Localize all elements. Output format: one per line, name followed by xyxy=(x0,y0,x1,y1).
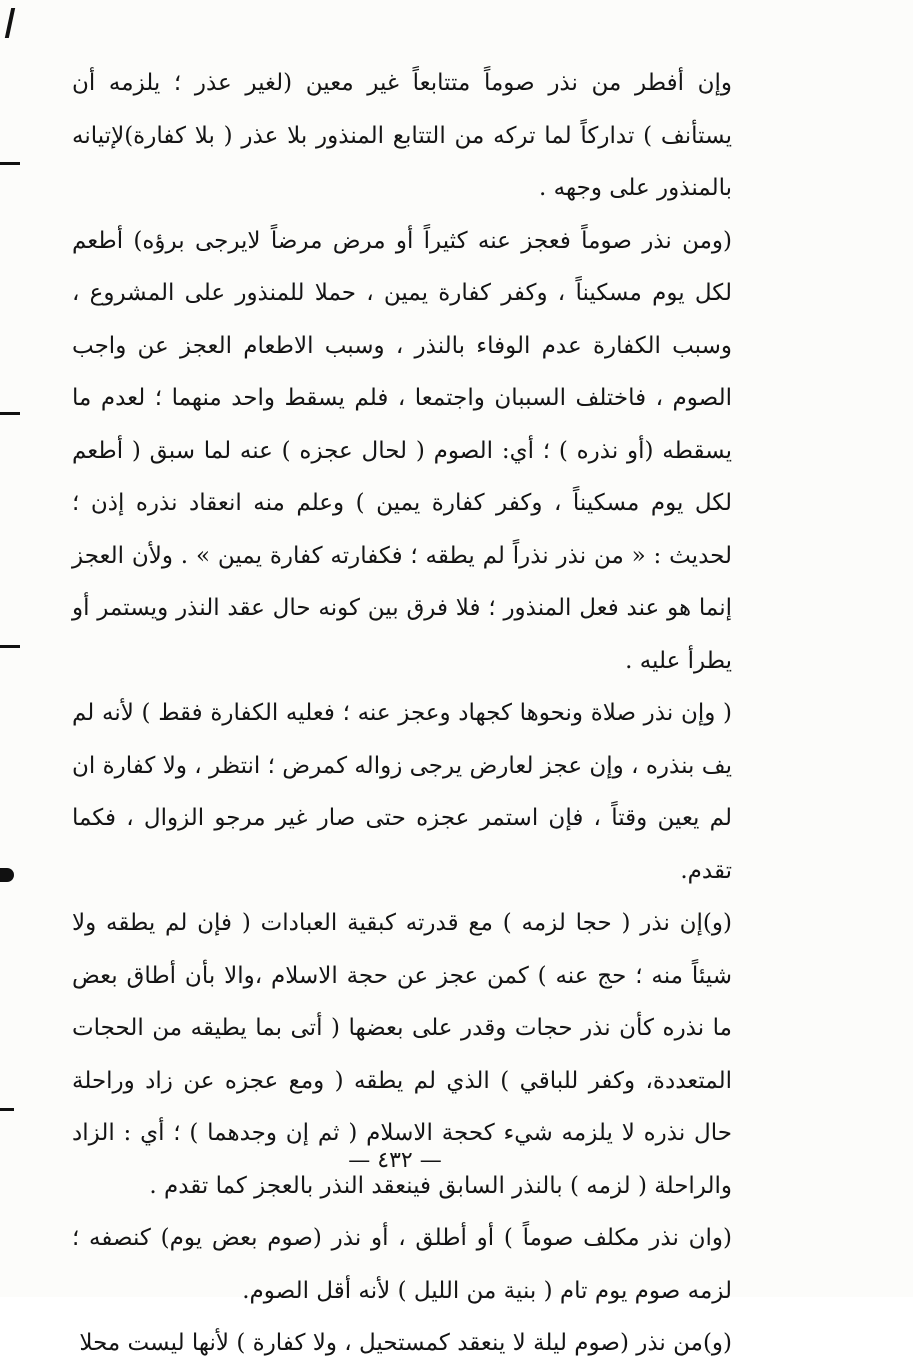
margin-mark-left-4 xyxy=(0,868,14,882)
paragraph: (ومن نذر صوماً فعجز عنه كثيراً أو مرض مرضاً لايرجى برؤه) أطعم لكل يوم مسكيناً ، وكفر كفارة يمين ، حملا للمنذور على المشروع ، وسبب الكفارة عدم الوفاء بالنذر ، وسبب الاطعام العجز عن واجب الصوم ، فاختلف السببان واجتمعا ، فلم يسقط واحد منهما ؛ لعدم ما يسقطه (أو نذره ) ؛ أي: الصوم ( لحال عجزه ) عنه لما سبق ( أطعم لكل يوم مسكيناً ، وكفر كفارة يمين ) وعلم منه انعقاد نذره إذن ؛ لحديث : « من نذر نذراً لم يطقه ؛ فكفارته كفارة يمين » . ولأن العجز إنما هو عند فعل المنذور ؛ فلا فرق بين كونه حال عقد النذر ويستمر أو يطرأ عليه . xyxy=(72,227,732,674)
margin-mark-left-5 xyxy=(0,1108,14,1111)
paragraph: ( وإن نذر صلاة ونحوها كجهاد وعجز عنه ؛ فعليه الكفارة فقط ) لأنه لم يف بنذره ، وإن عجز لعارض يرجى زواله كمرض ؛ انتظر ، ولا كفارة ان لم يعين وقتاً ، فإن استمر عجزه حتى صار غير مرجو الزوال ، فكما تقدم. xyxy=(72,700,732,884)
margin-mark-top-left xyxy=(5,8,15,38)
paragraph: (و)إن نذر ( حجا لزمه ) مع قدرته كبقية العبادات ( فإن لم يطقه ولا شيئاً منه ؛ حج عنه ) كمن عجز عن حجة الاسلام ،والا بأن أطاق بعض ما نذره كأن نذر حجات وقدر على بعضها ( أتى بما يطيقه من الحجات المتعددة، وكفر للباقي ) الذي لم يطقه ( ومع عجزه عن زاد وراحلة حال نذره لا يلزمه شيء كحجة الاسلام ( ثم إن وجدهما ) ؛ أي : الزاد والراحلة ( لزمه ) بالنذر السابق فينعقد النذر بالعجز كما تقدم . xyxy=(72,910,732,1199)
margin-mark-left-1 xyxy=(0,162,20,165)
paragraph: (وان نذر مكلف صوماً ) أو أطلق ، أو نذر (صوم بعض يوم) كنصفه ؛ لزمه صوم يوم تام ( بنية من الليل ) لأنه أقل الصوم. xyxy=(72,1225,732,1304)
margin-mark-left-3 xyxy=(0,645,20,648)
page-number: — ٤٣٢ — xyxy=(348,1148,442,1173)
paragraph: (و)من نذر (صوم ليلة لا ينعقد كمستحيل ، ولا كفارة ) لأنها ليست محلا xyxy=(79,1330,732,1356)
paragraph: وإن أفطر من نذر صوماً متتابعاً غير معين (لغير عذر ؛ يلزمه أن يستأنف ) تداركاً لما تركه من التتابع المنذور بلا عذر ( بلا كفارة)لإتيانه بالمنذور على وجهه . xyxy=(72,70,732,201)
margin-mark-left-2 xyxy=(0,412,20,415)
